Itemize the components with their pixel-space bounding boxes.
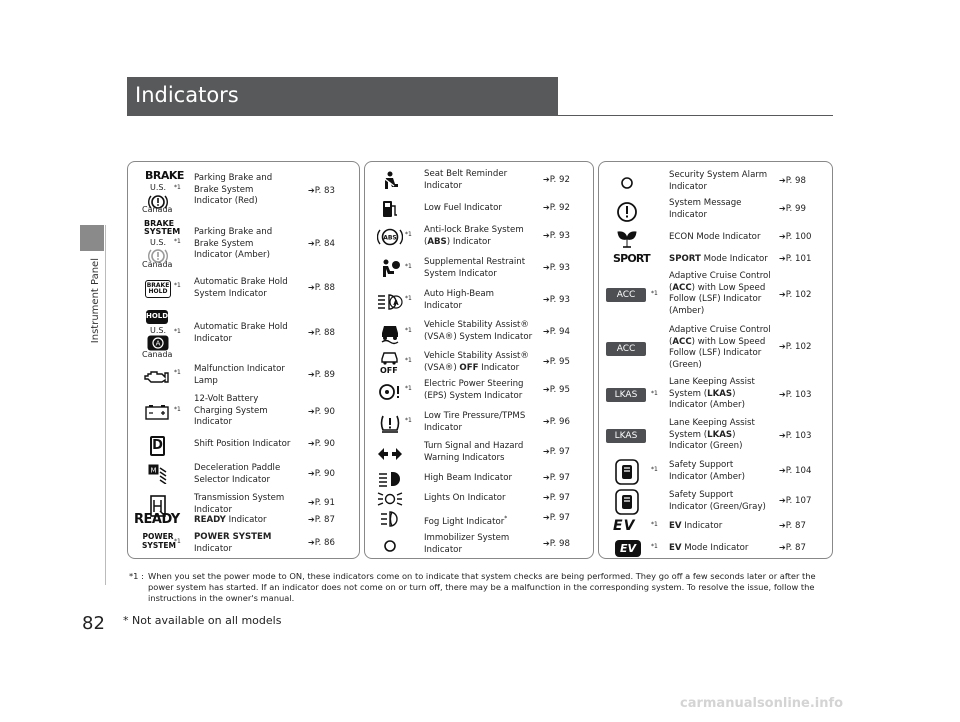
page-reference[interactable]: ➔P. 93: [543, 263, 570, 273]
page-reference[interactable]: ➔P. 95: [543, 357, 570, 367]
indicator-row: [365, 530, 593, 560]
sport-icon: SPORT: [613, 252, 650, 265]
auto-high-beam-icon: [377, 293, 403, 311]
region-us: U.S.: [150, 326, 167, 335]
page-reference[interactable]: ➔P. 98: [543, 539, 570, 549]
indicator-label: Seat Belt Reminder Indicator: [424, 169, 508, 191]
indicator-row: [599, 517, 832, 537]
indicator-row: [365, 286, 593, 318]
airbag-icon: [379, 259, 401, 279]
footnote-mark: *1: [405, 327, 412, 334]
indicator-row: [599, 269, 832, 319]
svg-text:A: A: [155, 339, 161, 348]
indicator-label: Adaptive Cruise Control (ACC) with Low Speed Follow (LSF) Indicator (Green): [669, 325, 771, 370]
indicator-label: Fog Light Indicator*: [424, 515, 508, 527]
footnote-mark: *1: [174, 184, 181, 191]
page-reference[interactable]: ➔P. 84: [308, 239, 335, 249]
title-rule: [127, 115, 833, 116]
page-reference[interactable]: ➔P. 97: [543, 513, 570, 523]
turn-signal-icon: [377, 447, 403, 461]
footnote-text: When you set the power mode to ON, these indicators come on to indicate that system checks are being performed. They go off a few seconds later or after the power system has started. If an indicator does not come on or turn off, there may be a malfunction in the corresponding system. To resolve the issue, follow the instructions in the owner's manual.: [148, 571, 816, 603]
vsa-off-text: OFF: [380, 366, 398, 375]
indicator-label: Vehicle Stability Assist® (VSA®) OFF Indicator: [424, 351, 530, 373]
indicator-row: [599, 250, 832, 270]
lkas-amber-icon: LKAS: [606, 388, 646, 402]
indicator-label: Vehicle Stability Assist® (VSA®) System Indicator: [424, 320, 533, 342]
footnote-mark: *1: [174, 406, 181, 413]
indicator-row: [365, 166, 593, 196]
indicator-row: [365, 468, 593, 490]
indicator-row: [599, 323, 832, 373]
page-reference[interactable]: ➔P. 104: [779, 466, 812, 476]
fuel-icon: [382, 200, 398, 218]
brake-text-icon: BRAKE: [145, 169, 184, 182]
page-reference[interactable]: ➔P. 103: [779, 431, 812, 441]
indicator-row: [599, 196, 832, 226]
indicator-label: System Message Indicator: [669, 198, 742, 220]
indicator-label: Parking Brake and Brake System Indicator (Red): [194, 173, 273, 206]
indicator-row: [365, 408, 593, 440]
indicator-label: POWER SYSTEM Indicator: [194, 532, 272, 554]
title-bar: [127, 77, 558, 115]
indicator-label: Electric Power Steering (EPS) System Indicator: [424, 379, 524, 401]
high-beam-icon: [378, 471, 402, 487]
indicator-row: [365, 254, 593, 286]
indicator-panel-2: [364, 161, 594, 559]
not-available-note: * Not available on all models: [123, 614, 282, 627]
footnote-mark: *1: [651, 390, 658, 397]
section-divider: [105, 225, 106, 585]
seatbelt-icon: [381, 171, 399, 191]
section-tab-label: Instrument Panel: [90, 258, 101, 344]
indicator-label: Safety Support Indicator (Green/Gray): [669, 490, 766, 512]
footnote-mark: *1: [174, 282, 181, 289]
page-reference[interactable]: ➔P. 96: [543, 417, 570, 427]
power-system-icon: POWER SYSTEM: [142, 532, 176, 550]
indicator-label: Security System Alarm Indicator: [669, 170, 768, 192]
indicator-label: READY Indicator: [194, 515, 267, 525]
indicator-label: Transmission System Indicator: [194, 493, 285, 515]
region-us: U.S.: [150, 238, 167, 247]
indicator-label: Low Fuel Indicator: [424, 203, 502, 213]
indicator-label: Lights On Indicator: [424, 493, 506, 503]
page-reference[interactable]: ➔P. 102: [779, 290, 812, 300]
system-message-icon: [616, 201, 638, 223]
indicator-row: [599, 376, 832, 416]
vsa-off-icon: [380, 351, 400, 367]
footnote-mark: *1: [174, 328, 181, 335]
indicator-label: Adaptive Cruise Control (ACC) with Low Speed Follow (LSF) Indicator (Amber): [669, 271, 771, 316]
indicator-label: ECON Mode Indicator: [669, 232, 761, 242]
page-reference[interactable]: ➔P. 97: [543, 493, 570, 503]
tpms-icon: [379, 414, 401, 434]
footnote-mark: *1: [405, 385, 412, 392]
acc-amber-icon: ACC: [606, 288, 646, 302]
indicator-label: Deceleration Paddle Selector Indicator: [194, 463, 281, 485]
indicator-row: [365, 438, 593, 470]
lights-on-icon: [377, 491, 403, 507]
page-reference[interactable]: ➔P. 90: [308, 439, 335, 449]
indicator-row: [128, 168, 359, 214]
abs-icon: [377, 227, 403, 247]
indicator-label: Auto High-Beam Indicator: [424, 289, 495, 311]
page-reference[interactable]: ➔P. 97: [543, 447, 570, 457]
page-reference[interactable]: ➔P. 83: [308, 186, 335, 196]
indicator-row: [128, 274, 359, 306]
security-alarm-icon: [620, 176, 634, 190]
indicator-label: High Beam Indicator: [424, 473, 513, 483]
indicator-row: [128, 394, 359, 434]
page-reference[interactable]: ➔P. 89: [308, 370, 335, 380]
region-canada: Canada: [142, 205, 173, 214]
footnote-mark: *1: [405, 357, 412, 364]
page-reference[interactable]: ➔P. 93: [543, 295, 570, 305]
region-canada: Canada: [142, 260, 173, 269]
hold-a-icon: [147, 335, 169, 351]
vsa-icon: [379, 323, 401, 345]
footnote-mark: *1: [174, 238, 181, 245]
page-reference[interactable]: ➔P. 90: [308, 469, 335, 479]
indicator-row: [365, 376, 593, 408]
footnote-mark: *1: [651, 466, 658, 473]
page-reference[interactable]: ➔P. 92: [543, 203, 570, 213]
footnote-mark: *1: [405, 231, 412, 238]
hold-icon: HOLD: [146, 310, 168, 324]
footnote-mark: *1: [651, 521, 658, 528]
immobilizer-icon: [383, 539, 397, 553]
indicator-row: [365, 197, 593, 221]
page-reference[interactable]: ➔P. 94: [543, 327, 570, 337]
indicator-label: Shift Position Indicator: [194, 439, 291, 449]
indicator-label: Low Tire Pressure/TPMS Indicator: [424, 411, 526, 433]
region-us: U.S.: [150, 183, 167, 192]
page-reference[interactable]: ➔P. 98: [779, 176, 806, 186]
page-reference[interactable]: ➔P. 95: [543, 385, 570, 395]
abs-icon-text: ABS: [383, 234, 397, 242]
svg-text:M: M: [150, 466, 157, 475]
indicator-row: [599, 417, 832, 457]
engine-icon: [144, 369, 170, 385]
page-title: Indicators: [135, 83, 239, 107]
paddle-icon: [148, 464, 168, 484]
indicator-label: Automatic Brake Hold Indicator: [194, 322, 288, 344]
indicator-row: [128, 362, 359, 392]
econ-icon: [616, 228, 638, 248]
page-reference[interactable]: ➔P. 107: [779, 496, 812, 506]
page-reference[interactable]: ➔P. 88: [308, 283, 335, 293]
page-reference[interactable]: ➔P. 92: [543, 175, 570, 185]
indicator-label: Automatic Brake Hold System Indicator: [194, 277, 288, 299]
svg-text:A: A: [393, 299, 399, 307]
page-reference[interactable]: ➔P. 86: [308, 538, 335, 548]
indicator-row: [365, 508, 593, 530]
footnote: [129, 571, 829, 604]
page-reference[interactable]: ➔P. 87: [308, 515, 335, 525]
safety-support-icon: [615, 459, 639, 485]
indicator-label: Safety Support Indicator (Amber): [669, 460, 745, 482]
footnote-mark: *1: [405, 263, 412, 270]
page-reference[interactable]: ➔P. 87: [779, 543, 806, 553]
indicator-row: [599, 487, 832, 517]
fog-light-icon: [380, 511, 400, 527]
lkas-green-icon: LKAS: [606, 429, 646, 443]
page-reference[interactable]: ➔P. 93: [543, 231, 570, 241]
footnote-mark: *1: [651, 543, 658, 550]
page-reference[interactable]: ➔P. 90: [308, 407, 335, 417]
indicator-row: [128, 530, 359, 558]
footnote-mark: *1: [651, 290, 658, 297]
indicator-panel-1: [127, 161, 360, 559]
indicator-row: [128, 511, 359, 531]
indicator-label: Turn Signal and Hazard Warning Indicators: [424, 441, 524, 463]
section-tab: [80, 225, 104, 251]
page-reference[interactable]: ➔P. 91: [308, 498, 335, 508]
indicator-label: EV Indicator: [669, 521, 723, 531]
indicator-row: [599, 168, 832, 198]
page-reference[interactable]: ➔P. 87: [779, 521, 806, 531]
footnote-mark: *1: [174, 369, 181, 376]
indicator-label: SPORT Mode Indicator: [669, 254, 768, 264]
footnote-mark: *1 :: [129, 571, 144, 581]
ready-icon: READY: [134, 512, 180, 527]
indicator-label: 12-Volt Battery Charging System Indicator: [194, 394, 268, 427]
indicator-row: [599, 226, 832, 250]
indicator-row: [599, 457, 832, 487]
indicator-label: Malfunction Indicator Lamp: [194, 364, 285, 386]
indicator-row: [128, 460, 359, 490]
page-number: 82: [82, 613, 105, 634]
safety-support-icon: [615, 489, 639, 515]
region-canada: Canada: [142, 350, 173, 359]
ev-mode-icon: EV: [615, 540, 641, 557]
footnote-mark: *1: [174, 538, 181, 545]
brake-system-text-icon: BRAKE SYSTEM: [144, 219, 181, 236]
footnote-mark: *1: [405, 295, 412, 302]
indicator-label: Lane Keeping Assist System (LKAS) Indicator (Amber): [669, 377, 755, 410]
page-reference[interactable]: ➔P. 102: [779, 342, 812, 352]
indicator-row: [365, 318, 593, 350]
indicator-panel-3: [598, 161, 833, 559]
indicator-row: [365, 488, 593, 510]
indicator-label: EV Mode Indicator: [669, 543, 749, 553]
indicator-label: Anti-lock Brake System (ABS) Indicator: [424, 225, 524, 247]
page-reference[interactable]: ➔P. 99: [779, 204, 806, 214]
ev-icon: EV: [613, 518, 636, 534]
page-reference[interactable]: ➔P. 97: [543, 473, 570, 483]
page-reference[interactable]: ➔P. 101: [779, 254, 812, 264]
indicator-label: Parking Brake and Brake System Indicator (Amber): [194, 227, 273, 260]
indicator-label: Supplemental Restraint System Indicator: [424, 257, 526, 279]
battery-icon: [145, 404, 169, 420]
page-reference[interactable]: ➔P. 103: [779, 390, 812, 400]
indicator-row: [365, 222, 593, 254]
indicator-row: [128, 434, 359, 460]
indicator-label: Lane Keeping Assist System (LKAS) Indicator (Green): [669, 418, 755, 451]
acc-green-icon: ACC: [606, 342, 646, 356]
page-reference[interactable]: ➔P. 88: [308, 328, 335, 338]
shift-position-icon: D: [150, 436, 165, 456]
eps-icon: [378, 383, 402, 401]
indicator-row: [128, 308, 359, 358]
watermark: carmanualsonline.info: [680, 696, 844, 711]
indicator-row: [128, 218, 359, 270]
footnote-mark: *1: [405, 417, 412, 424]
indicator-row: [599, 537, 832, 559]
brake-hold-icon: BRAKE HOLD: [145, 280, 171, 298]
indicator-label: Immobilizer System Indicator: [424, 533, 510, 555]
page-reference[interactable]: ➔P. 100: [779, 232, 812, 242]
